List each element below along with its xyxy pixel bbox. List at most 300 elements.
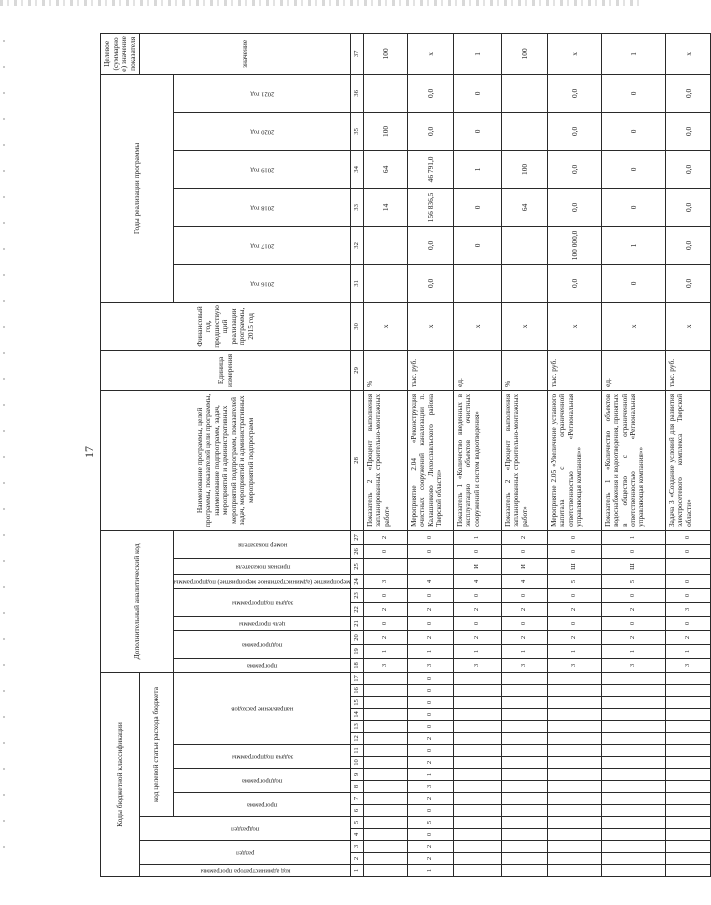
kbk-code-cell [454,793,502,805]
row-year-value-cell: 0 [602,150,666,188]
kbk-code-cell [602,817,666,829]
kbk-code-cell [502,793,548,805]
kbk-code-cell [454,853,502,865]
row-name-cell: Показатель 2 «Процент выполнения запланированных строительно-монтажных работ» [502,390,548,530]
kbk-code-cell [454,805,502,817]
row-year-value-cell: 0,0 [666,264,711,302]
extra-code-cell: 2 [602,603,666,617]
extra-code-cell: И [454,559,502,575]
ad-activity-header: мероприятие (административное мероприятие) подпрограммы [174,575,351,589]
kbk-code-cell: 2 [408,757,454,769]
kbk-code-cell [454,697,502,709]
row-unit-cell: тыс. руб. [408,350,454,390]
table-row [502,33,548,876]
kbk-code-cell [548,781,602,793]
kbk-code-cell [666,817,711,829]
kbk-code-cell [666,697,711,709]
extra-code-cell: 4 [454,575,502,589]
kbk-code-cell [364,853,408,865]
row-year-value-cell: 0 [454,112,502,150]
extra-code-cell: 1 [364,645,408,659]
row-target-cell: 100 [364,33,408,74]
column-number: 23 [351,589,364,603]
ad-task-header: задача подпрограммы [174,589,351,617]
column-number: 31 [351,264,364,302]
kbk-code-cell [364,829,408,841]
kbk-code-cell [666,745,711,757]
extra-code-cell: 1 [502,645,548,659]
column-number: 33 [351,188,364,226]
row-year-value-cell [502,112,548,150]
extra-code-cell: 3 [666,603,711,617]
extra-code-cell: 1 [548,645,602,659]
kbk-code-cell [502,745,548,757]
kbk-code-cell [602,769,666,781]
table-row [602,33,666,876]
row-fin-year-cell: х [502,302,548,350]
kbk-code-cell [454,781,502,793]
kbk-code-cell [666,757,711,769]
kbk-code-cell: 0 [408,721,454,733]
row-year-value-cell [502,74,548,112]
row-year-value-cell [364,264,408,302]
column-number: 5 [351,817,364,829]
kbk-code-cell [502,841,548,853]
column-number: 8 [351,781,364,793]
kbk-code-cell [364,697,408,709]
extra-code-cell: 2 [454,603,502,617]
extra-code-cell: 0 [364,545,408,559]
row-year-value-cell [502,226,548,264]
extra-code-cell [666,559,711,575]
extra-code-cell: 0 [502,545,548,559]
row-year-value-cell: 14 [364,188,408,226]
kbk-code-cell [364,709,408,721]
row-year-value-cell: 0,0 [408,112,454,150]
kbk-code-cell [454,757,502,769]
kbk-code-cell: 0 [408,829,454,841]
year-2017-header: 2017 год [174,226,351,264]
kbk-code-cell [548,793,602,805]
column-number: 14 [351,709,364,721]
kbk-code-cell [548,829,602,841]
extra-code-cell: 3 [408,659,454,673]
extra-code-cell: 2 [408,603,454,617]
extra-code-cell: 0 [364,617,408,631]
kbk-code-cell [666,721,711,733]
column-number: 17 [351,673,364,685]
rotated-page-content [100,36,693,877]
kbk-code-cell [548,865,602,877]
year-2016-header: 2016 год [174,264,351,302]
kbk-code-cell [602,829,666,841]
kbk-code-cell [602,721,666,733]
row-year-value-cell: 100 [364,112,408,150]
extra-code-cell: 2 [454,631,502,645]
kbk-code-cell [364,865,408,877]
row-fin-year-cell: х [666,302,711,350]
kbk-code-cell [548,697,602,709]
extra-code-cell: 0 [666,617,711,631]
year-2019-header: 2019 год [174,150,351,188]
kbk-code-cell [548,733,602,745]
extra-code-cell: И [502,559,548,575]
subprogram-header: подпрограмма [174,769,351,793]
kbk-code-cell [666,805,711,817]
extra-code-cell: 1 [602,530,666,544]
kbk-code-cell [666,733,711,745]
extra-code-cell: 0 [666,545,711,559]
row-year-value-cell: 64 [502,188,548,226]
extra-code-cell [408,559,454,575]
extra-code-cell: 2 [364,603,408,617]
kbk-code-cell [502,829,548,841]
extra-code-cell: 2 [548,603,602,617]
name-header: Наименование программы, целей программы, показателей цели программы, наименование подпрограмм, задач, мероприятий и административных мероприятий подпрограмм, показателей задач, мероприятий и административных мероприятий подпрограмм [101,390,351,530]
target-value-header: значение [140,33,351,74]
column-number: 24 [351,575,364,589]
kbk-code-cell: 1 [408,865,454,877]
row-year-value-cell: 0,0 [408,74,454,112]
kbk-code-cell [666,841,711,853]
row-unit-cell: тыс. руб. [666,350,711,390]
extra-code-cell: 0 [454,545,502,559]
kbk-code-cell [548,685,602,697]
kbk-code-cell [602,733,666,745]
row-unit-cell: % [364,350,408,390]
row-name-cell: Мероприятие 2.04 «Реконструкция очистных сооружений канализации п. Калашниково Лихославльского района Тверской области» [408,390,454,530]
kbk-code-cell: 2 [408,853,454,865]
kbk-code-cell [502,685,548,697]
extra-code-cell: 0 [408,545,454,559]
row-fin-year-cell: х [408,302,454,350]
kbk-code-cell [364,673,408,685]
column-number-row [351,33,364,876]
kbk-code-cell [454,841,502,853]
row-name-cell: Показатель 1 «Количество введенных в эксплуатацию объектов очистных сооружений и систем водоотведения» [454,390,502,530]
kbk-code-cell [666,853,711,865]
kbk-code-cell [666,709,711,721]
column-number: 35 [351,112,364,150]
kbk-code-cell [364,757,408,769]
kbk-code-cell [454,685,502,697]
extra-code-cell: 0 [502,617,548,631]
kbk-code-cell [548,853,602,865]
kbk-code-cell [364,841,408,853]
target-code-header: код целевой статьи расхода бюджета [140,673,174,817]
kbk-code-cell [602,805,666,817]
row-year-value-cell: 0,0 [548,188,602,226]
column-number: 36 [351,74,364,112]
table-row [454,33,502,876]
extra-code-cell: 3 [454,659,502,673]
row-fin-year-cell: х [454,302,502,350]
row-name-cell: Показатель 2 «Процент выполнения запланированных строительно-монтажных работ» [364,390,408,530]
extra-code-cell: 0 [602,589,666,603]
kbk-code-cell [548,805,602,817]
scan-top-edge [0,0,640,6]
kbk-code-cell [666,829,711,841]
extra-code-cell: 2 [666,631,711,645]
kbk-code-cell [364,781,408,793]
row-year-value-cell: 0 [602,188,666,226]
table-row [364,33,408,876]
kbk-code-cell [666,673,711,685]
column-number: 20 [351,631,364,645]
kbk-code-cell [548,745,602,757]
kbk-code-cell: 1 [408,769,454,781]
row-unit-cell: тыс. руб. [548,350,602,390]
column-number: 30 [351,302,364,350]
kbk-code-cell [502,757,548,769]
row-year-value-cell: 0,0 [548,264,602,302]
row-target-cell: 100 [502,33,548,74]
kbk-code-cell [548,721,602,733]
extra-code-cell: 2 [364,530,408,544]
kbk-code-cell [602,781,666,793]
row-year-value-cell: 0,0 [666,188,711,226]
row-year-value-cell: 0,0 [408,264,454,302]
podrazdel-header: подраздел [140,817,351,841]
kbk-code-cell [666,793,711,805]
kbk-code-cell [502,865,548,877]
year-2021-header: 2021 год [174,74,351,112]
row-year-value-cell: 0,0 [408,226,454,264]
column-number: 37 [351,33,364,74]
unit-header: Единица измерения [101,350,351,390]
page-number: 17 [82,446,96,458]
row-year-value-cell: 0,0 [548,74,602,112]
row-name-cell: Показатель 1 «Количество объектов водоснабжения и водоотведения, принятых в общество с ограниченной ответственностью «Региональная управляющая компания»» [602,390,666,530]
kbk-code-cell [364,793,408,805]
row-year-value-cell: 0 [602,264,666,302]
program-header: программа [174,793,351,817]
column-number: 3 [351,841,364,853]
ad-goal-header: цель программы [174,617,351,631]
column-number: 18 [351,659,364,673]
kbk-code-cell: 2 [408,733,454,745]
extra-code-cell: 5 [602,575,666,589]
column-number: 1 [351,865,364,877]
row-fin-year-cell: х [364,302,408,350]
column-number: 10 [351,757,364,769]
kbk-code-cell [666,781,711,793]
row-year-value-cell: 64 [364,150,408,188]
row-year-value-cell: 0,0 [666,150,711,188]
table-row [408,33,454,876]
extra-code-cell: 0 [502,589,548,603]
target-group-header: Целевое (суммарное) значение показателя [101,33,140,74]
kbk-code-cell: 2 [408,793,454,805]
extra-code-cell: 0 [666,589,711,603]
kbk-code-cell [454,769,502,781]
row-year-value-cell: 0 [602,74,666,112]
row-year-value-cell: 100 [502,150,548,188]
column-number: 22 [351,603,364,617]
extra-code-cell: 0 [548,530,602,544]
kbk-code-cell [548,673,602,685]
extra-code-cell: 0 [602,545,666,559]
kbk-code-cell [454,865,502,877]
kbk-code-cell: 0 [408,805,454,817]
column-number: 16 [351,685,364,697]
extra-code-cell: 0 [666,575,711,589]
kbk-code-cell [364,769,408,781]
kbk-code-cell [548,709,602,721]
kbk-code-cell [454,817,502,829]
kbk-code-cell [502,853,548,865]
extra-code-cell: 2 [502,631,548,645]
kbk-code-cell: 5 [408,817,454,829]
extra-code-cell: 3 [364,659,408,673]
extra-code-cell: 3 [602,659,666,673]
extra-code-cell: 3 [548,659,602,673]
kbk-code-cell: 3 [408,781,454,793]
row-year-value-cell: 156 836,5 [408,188,454,226]
column-number: 28 [351,390,364,530]
row-year-value-cell: 0,0 [548,150,602,188]
kbk-code-cell [454,673,502,685]
extra-code-cell: 1 [602,645,666,659]
row-target-cell: 1 [602,33,666,74]
kbk-code-cell [364,817,408,829]
row-year-value-cell: 1 [602,226,666,264]
extra-code-cell: 1 [408,645,454,659]
table-row [548,33,602,876]
column-number: 4 [351,829,364,841]
extra-code-cell: 4 [502,575,548,589]
budget-program-table [100,33,711,877]
extra-code-cell: 0 [408,617,454,631]
fin-year-header: Финансовый год, предшествующий реализации программы, 2015 год [101,302,351,350]
ad-sign-header: признак показателя [174,559,351,575]
extra-code-cell: 3 [502,659,548,673]
row-year-value-cell: 0,0 [548,112,602,150]
year-2018-header: 2018 год [174,188,351,226]
extra-code-cell: 2 [408,631,454,645]
row-year-value-cell: 1 [454,150,502,188]
row-year-value-cell: 0 [454,226,502,264]
kbk-code-cell [666,769,711,781]
kbk-code-cell [548,817,602,829]
ad-subprogram-header: подпрограмма [174,631,351,659]
column-number: 32 [351,226,364,264]
row-year-value-cell: 0 [602,112,666,150]
extra-code-cell: 4 [408,575,454,589]
kbk-code-cell [502,709,548,721]
extra-code-cell: 2 [364,631,408,645]
kbk-code-cell [502,817,548,829]
kbk-code-cell [548,841,602,853]
column-number: 19 [351,645,364,659]
row-year-value-cell: 0 [454,188,502,226]
kbk-code-cell [502,805,548,817]
extra-code-header: Дополнительный аналитический код [101,530,174,672]
year-2020-header: 2020 год [174,112,351,150]
column-number: 25 [351,559,364,575]
kbk-code-cell [454,721,502,733]
extra-code-cell: 0 [602,617,666,631]
header-row-1 [101,33,140,876]
column-number: 7 [351,793,364,805]
column-number: 9 [351,769,364,781]
kbk-code-cell [502,697,548,709]
row-unit-cell: ед. [454,350,502,390]
kbk-code-cell [602,757,666,769]
column-number: 11 [351,745,364,757]
extra-code-cell: Ш [602,559,666,575]
razdel-header: раздел [140,841,351,865]
kbk-code-cell [602,709,666,721]
row-year-value-cell [454,264,502,302]
kbk-code-cell: 0 [408,673,454,685]
column-number: 2 [351,853,364,865]
kbk-code-cell [666,865,711,877]
extra-code-cell: 0 [408,589,454,603]
subprogram-task-header: задача подпрограммы [174,745,351,769]
kbk-code-cell [602,793,666,805]
kbk-code-cell [602,853,666,865]
ad-program-header: программа [174,659,351,673]
column-number: 15 [351,697,364,709]
row-fin-year-cell: х [548,302,602,350]
extra-code-cell: 1 [666,645,711,659]
kbk-code-cell [602,685,666,697]
column-number: 21 [351,617,364,631]
kbk-code-cell [602,841,666,853]
kbk-code-cell: 2 [408,841,454,853]
admin-code-header: код администратора программы [140,865,351,877]
kbk-code-cell [602,745,666,757]
kbk-code-cell: 0 [408,697,454,709]
kbk-code-cell [364,733,408,745]
extra-code-cell: 0 [548,545,602,559]
row-unit-cell: % [502,350,548,390]
kbk-code-cell [364,685,408,697]
row-year-value-cell: 100 000,0 [548,226,602,264]
row-year-value-cell: 46 791,0 [408,150,454,188]
kbk-code-cell [502,673,548,685]
column-number: 34 [351,150,364,188]
kbk-code-cell [454,709,502,721]
row-year-value-cell: 0,0 [666,226,711,264]
extra-code-cell: 5 [548,575,602,589]
column-number: 27 [351,530,364,544]
row-target-cell: х [666,33,711,74]
column-number: 6 [351,805,364,817]
column-number: 12 [351,733,364,745]
kbk-code-cell [454,745,502,757]
kbk-header: Коды бюджетной классификации [101,673,140,877]
extra-code-cell: 0 [408,530,454,544]
row-target-cell: 1 [454,33,502,74]
extra-code-cell: 2 [602,631,666,645]
kbk-code-cell [602,673,666,685]
kbk-code-cell [364,721,408,733]
row-year-value-cell: 0,0 [666,112,711,150]
extra-code-cell: 2 [548,631,602,645]
kbk-code-cell [602,865,666,877]
extra-code-cell: 3 [666,659,711,673]
kbk-code-cell [364,745,408,757]
row-year-value-cell: 0 [454,74,502,112]
row-target-cell: х [548,33,602,74]
row-name-cell: Задача 3 «Создание условий для развития электросетевого комплекса Тверской области» [666,390,711,530]
row-fin-year-cell: х [602,302,666,350]
kbk-code-cell [548,757,602,769]
kbk-code-cell [502,733,548,745]
extra-code-cell: 3 [364,575,408,589]
